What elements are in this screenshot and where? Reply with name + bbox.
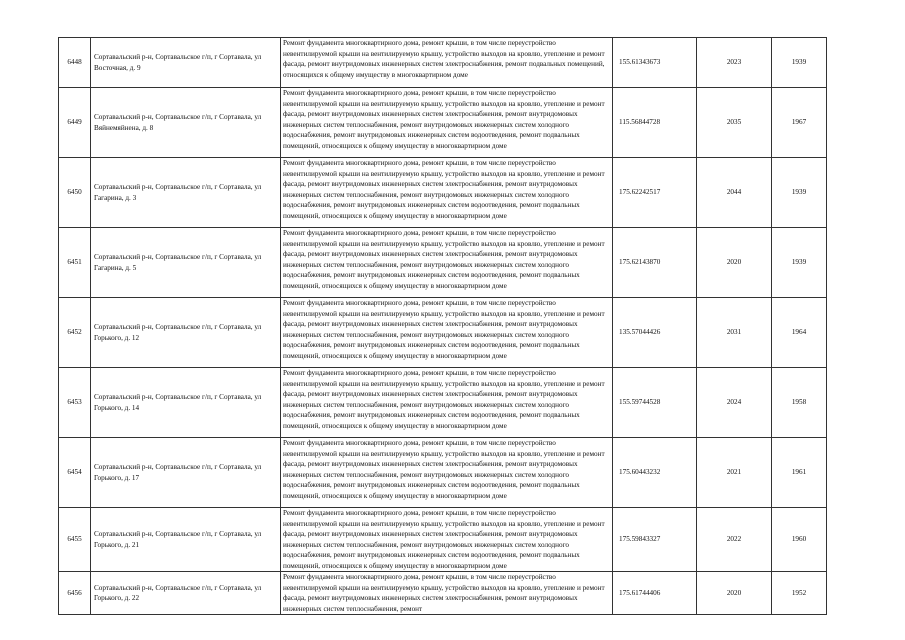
table-row <box>59 158 827 228</box>
row-build-year: 1952 <box>772 572 827 615</box>
row-build-year: 1964 <box>772 298 827 368</box>
row-repair-works: Ремонт фундамента многоквартирного дома, ремонт крыши, в том числе переустройство невентилируемой крыши на вентилируемую крышу, устройство выходов на кровлю, утепление и ремонт фасада, ремонт внутридомовых инженерных систем электроснабжения, ремонт внутридомовых инженерных систем теплоснабжения, ремонт внутридомовых инженерных систем холодного водоснабжения, ремонт внутридомовых инженерных систем водоотведения, ремонт подвальных помещений, относящихся к общему имуществу в многоквартирном доме <box>281 88 613 158</box>
row-address: Сортавальский р-н, Сортавальское г/п, г Сортавала, ул Восточная, д. 9 <box>91 38 281 88</box>
table-row <box>59 572 827 615</box>
row-repair-works: Ремонт фундамента многоквартирного дома, ремонт крыши, в том числе переустройство невентилируемой крыши на вентилируемую крышу, устройство выходов на кровлю, утепление и ремонт фасада, ремонт внутридомовых инженерных систем электроснабжения, ремонт подвальных помещений, относящихся к общему имуществу в многоквартирном доме <box>281 38 613 88</box>
row-cost: 115.56844728 <box>613 88 697 158</box>
row-address: Сортавальский р-н, Сортавальское г/п, г Сортавала, ул Горького, д. 22 <box>91 572 281 615</box>
row-address: Сортавальский р-н, Сортавальское г/п, г Сортавала, ул Вяйнемяйнена, д. 8 <box>91 88 281 158</box>
row-repair-works: Ремонт фундамента многоквартирного дома, ремонт крыши, в том числе переустройство невентилируемой крыши на вентилируемую крышу, устройство выходов на кровлю, утепление и ремонт фасада, ремонт внутридомовых инженерных систем электроснабжения, ремонт внутридомовых инженерных систем теплоснабжения, ремонт внутридомовых инженерных систем холодного водоснабжения, ремонт внутридомовых инженерных систем водоотведения, ремонт подвальных помещений, относящихся к общему имуществу в многоквартирном доме <box>281 508 613 572</box>
row-number: 6449 <box>59 88 91 158</box>
row-address: Сортавальский р-н, Сортавальское г/п, г Сортавала, ул Гагарина, д. 5 <box>91 228 281 298</box>
row-planned-year: 2021 <box>697 438 772 508</box>
table-row <box>59 38 827 88</box>
row-address: Сортавальский р-н, Сортавальское г/п, г Сортавала, ул Гагарина, д. 3 <box>91 158 281 228</box>
row-planned-year: 2020 <box>697 572 772 615</box>
table-row <box>59 508 827 572</box>
row-repair-works: Ремонт фундамента многоквартирного дома, ремонт крыши, в том числе переустройство невентилируемой крыши на вентилируемую крышу, устройство выходов на кровлю, утепление и ремонт фасада, ремонт внутридомовых инженерных систем электроснабжения, ремонт внутридомовых инженерных систем теплоснабжения, ремонт внутридомовых инженерных систем холодного водоснабжения, ремонт внутридомовых инженерных систем водоотведения, ремонт подвальных помещений, относящихся к общему имуществу в многоквартирном доме <box>281 228 613 298</box>
row-build-year: 1967 <box>772 88 827 158</box>
row-repair-works: Ремонт фундамента многоквартирного дома, ремонт крыши, в том числе переустройство невентилируемой крыши на вентилируемую крышу, устройство выходов на кровлю, утепление и ремонт фасада, ремонт внутридомовых инженерных систем электроснабжения, ремонт внутридомовых инженерных систем теплоснабжения, ремонт внутридомовых инженерных систем холодного водоснабжения, ремонт внутридомовых инженерных систем водоотведения, ремонт подвальных помещений, относящихся к общему имуществу в многоквартирном доме <box>281 298 613 368</box>
row-address: Сортавальский р-н, Сортавальское г/п, г Сортавала, ул Горького, д. 12 <box>91 298 281 368</box>
row-build-year: 1939 <box>772 38 827 88</box>
row-number: 6456 <box>59 572 91 615</box>
row-address: Сортавальский р-н, Сортавальское г/п, г Сортавала, ул Горького, д. 21 <box>91 508 281 572</box>
row-cost: 135.57044426 <box>613 298 697 368</box>
row-build-year: 1939 <box>772 158 827 228</box>
row-planned-year: 2024 <box>697 368 772 438</box>
row-cost: 175.60443232 <box>613 438 697 508</box>
row-address: Сортавальский р-н, Сортавальское г/п, г Сортавала, ул Горького, д. 17 <box>91 438 281 508</box>
row-number: 6448 <box>59 38 91 88</box>
row-repair-works: Ремонт фундамента многоквартирного дома, ремонт крыши, в том числе переустройство невентилируемой крыши на вентилируемую крышу, устройство выходов на кровлю, утепление и ремонт фасада, ремонт внутридомовых инженерных систем электроснабжения, ремонт внутридомовых инженерных систем теплоснабжения, ремонт внутридомовых инженерных систем холодного водоснабжения, ремонт внутридомовых инженерных систем водоотведения, ремонт подвальных помещений, относящихся к общему имуществу в многоквартирном доме <box>281 158 613 228</box>
row-cost: 175.59843327 <box>613 508 697 572</box>
row-cost: 155.59744528 <box>613 368 697 438</box>
row-planned-year: 2044 <box>697 158 772 228</box>
row-planned-year: 2022 <box>697 508 772 572</box>
row-cost: 175.61744406 <box>613 572 697 615</box>
row-planned-year: 2035 <box>697 88 772 158</box>
row-repair-works: Ремонт фундамента многоквартирного дома, ремонт крыши, в том числе переустройство невентилируемой крыши на вентилируемую крышу, устройство выходов на кровлю, утепление и ремонт фасада, ремонт внутридомовых инженерных систем электроснабжения, ремонт внутридомовых инженерных систем теплоснабжения, ремонт внутридомовых инженерных систем холодного водоснабжения, ремонт внутридомовых инженерных систем водоотведения, ремонт подвальных помещений, относящихся к общему имуществу в многоквартирном доме <box>281 438 613 508</box>
row-repair-works: Ремонт фундамента многоквартирного дома, ремонт крыши, в том числе переустройство невентилируемой крыши на вентилируемую крышу, устройство выходов на кровлю, утепление и ремонт фасада, ремонт внутридомовых инженерных систем электроснабжения, ремонт внутридомовых инженерных систем теплоснабжения, ремонт <box>281 572 613 615</box>
table-row <box>59 438 827 508</box>
row-planned-year: 2023 <box>697 38 772 88</box>
capital-repair-table <box>58 37 827 615</box>
row-build-year: 1958 <box>772 368 827 438</box>
row-number: 6451 <box>59 228 91 298</box>
table-row <box>59 298 827 368</box>
row-address: Сортавальский р-н, Сортавальское г/п, г Сортавала, ул Горького, д. 14 <box>91 368 281 438</box>
table-body <box>59 38 827 615</box>
table-row <box>59 228 827 298</box>
row-number: 6453 <box>59 368 91 438</box>
row-build-year: 1961 <box>772 438 827 508</box>
row-number: 6450 <box>59 158 91 228</box>
row-planned-year: 2020 <box>697 228 772 298</box>
row-number: 6452 <box>59 298 91 368</box>
table-row <box>59 368 827 438</box>
table-row <box>59 88 827 158</box>
row-cost: 155.61343673 <box>613 38 697 88</box>
row-cost: 175.62143870 <box>613 228 697 298</box>
row-cost: 175.62242517 <box>613 158 697 228</box>
row-planned-year: 2031 <box>697 298 772 368</box>
row-number: 6455 <box>59 508 91 572</box>
row-number: 6454 <box>59 438 91 508</box>
row-build-year: 1960 <box>772 508 827 572</box>
row-repair-works: Ремонт фундамента многоквартирного дома, ремонт крыши, в том числе переустройство невентилируемой крыши на вентилируемую крышу, устройство выходов на кровлю, утепление и ремонт фасада, ремонт внутридомовых инженерных систем электроснабжения, ремонт внутридомовых инженерных систем теплоснабжения, ремонт внутридомовых инженерных систем холодного водоснабжения, ремонт внутридомовых инженерных систем водоотведения, ремонт подвальных помещений, относящихся к общему имуществу в многоквартирном доме <box>281 368 613 438</box>
row-build-year: 1939 <box>772 228 827 298</box>
